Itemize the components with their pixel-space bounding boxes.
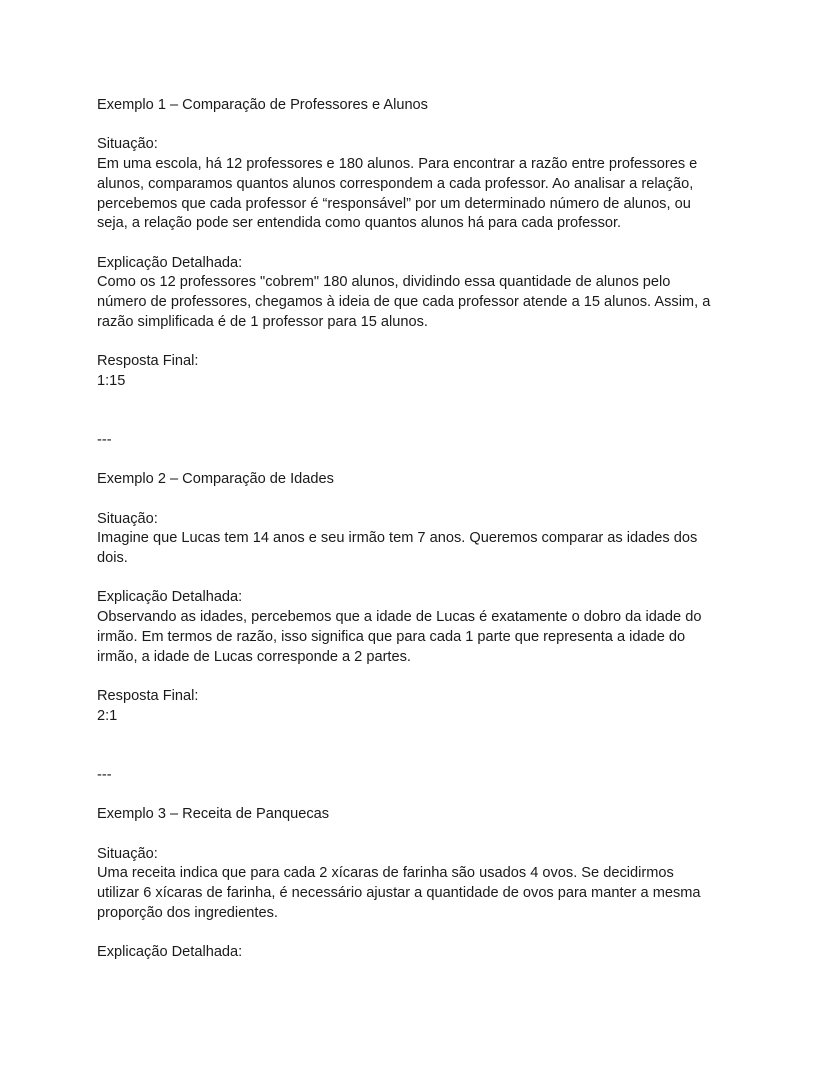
explanation-label: Explicação Detalhada: xyxy=(97,589,243,606)
explanation-text-line: Observando as idades, percebemos que a idade de Lucas é exatamente o dobro da idade do xyxy=(97,609,702,626)
explanation-text-line: Como os 12 professores "cobrem" 180 alunos, dividindo essa quantidade de alunos pelo xyxy=(97,274,671,291)
answer-label: Resposta Final: xyxy=(97,353,199,370)
blank-line xyxy=(97,490,737,510)
blank-line xyxy=(97,451,737,471)
situation-text-line: Imagine que Lucas tem 14 anos e seu irmão tem 7 anos. Queremos comparar as idades dos xyxy=(97,530,698,547)
situation-text-line: utilizar 6 xícaras de farinha, é necessário ajustar a quantidade de ovos para manter a mesma xyxy=(97,884,701,901)
blank-line xyxy=(97,332,737,352)
example-title: Exemplo 3 – Receita de Panquecas xyxy=(97,806,330,823)
explanation-label: Explicação Detalhada: xyxy=(97,944,243,961)
document-page xyxy=(97,96,737,963)
situation-text-line: seja, a relação pode ser entendida como quantos alunos há para cada professor. xyxy=(97,215,622,232)
situation-text-line: Uma receita indica que para cada 2 xícaras de farinha são usados 4 ovos. Se decidirmos xyxy=(97,865,674,882)
blank-line xyxy=(97,825,737,845)
situation-label: Situação: xyxy=(97,510,158,527)
situation-label: Situação: xyxy=(97,845,158,862)
blank-line xyxy=(97,411,737,431)
blank-line xyxy=(97,392,737,412)
situation-text-line: alunos, comparamos quantos alunos correspondem a cada professor. Ao analisar a relação, xyxy=(97,175,694,192)
blank-line xyxy=(97,726,737,746)
situation-text-line: percebemos que cada professor é “responsável” por um determinado número de alunos, ou xyxy=(97,195,691,212)
explanation-label: Explicação Detalhada: xyxy=(97,254,243,271)
situation-text-line: dois. xyxy=(97,550,128,567)
explanation-text-line: irmão, a idade de Lucas corresponde a 2 partes. xyxy=(97,648,411,665)
blank-line xyxy=(97,746,737,766)
section-separator: --- xyxy=(97,766,112,783)
blank-line xyxy=(97,785,737,805)
answer-value: 2:1 xyxy=(97,707,118,724)
situation-label: Situação: xyxy=(97,136,158,153)
blank-line xyxy=(97,569,737,589)
answer-label: Resposta Final: xyxy=(97,687,199,704)
blank-line xyxy=(97,116,737,136)
example-title: Exemplo 2 – Comparação de Idades xyxy=(97,471,334,488)
answer-value: 1:15 xyxy=(97,372,126,389)
example-title: Exemplo 1 – Comparação de Professores e Alunos xyxy=(97,97,428,113)
blank-line xyxy=(97,234,737,254)
situation-text-line: proporção dos ingredientes. xyxy=(97,904,278,921)
explanation-text-line: razão simplificada é de 1 professor para 15 alunos. xyxy=(97,313,428,330)
explanation-text-line: número de professores, chegamos à ideia de que cada professor atende a 15 alunos. Assim, a xyxy=(97,294,711,310)
example-3 xyxy=(97,805,737,963)
explanation-text-line: irmão. Em termos de razão, isso significa que para cada 1 parte que representa a idade do xyxy=(97,628,686,645)
situation-text-line: Em uma escola, há 12 professores e 180 alunos. Para encontrar a razão entre professores e xyxy=(97,156,698,173)
example-2 xyxy=(97,470,737,726)
blank-line xyxy=(97,667,737,687)
blank-line xyxy=(97,923,737,943)
section-separator: --- xyxy=(97,431,112,448)
example-1 xyxy=(97,96,737,392)
